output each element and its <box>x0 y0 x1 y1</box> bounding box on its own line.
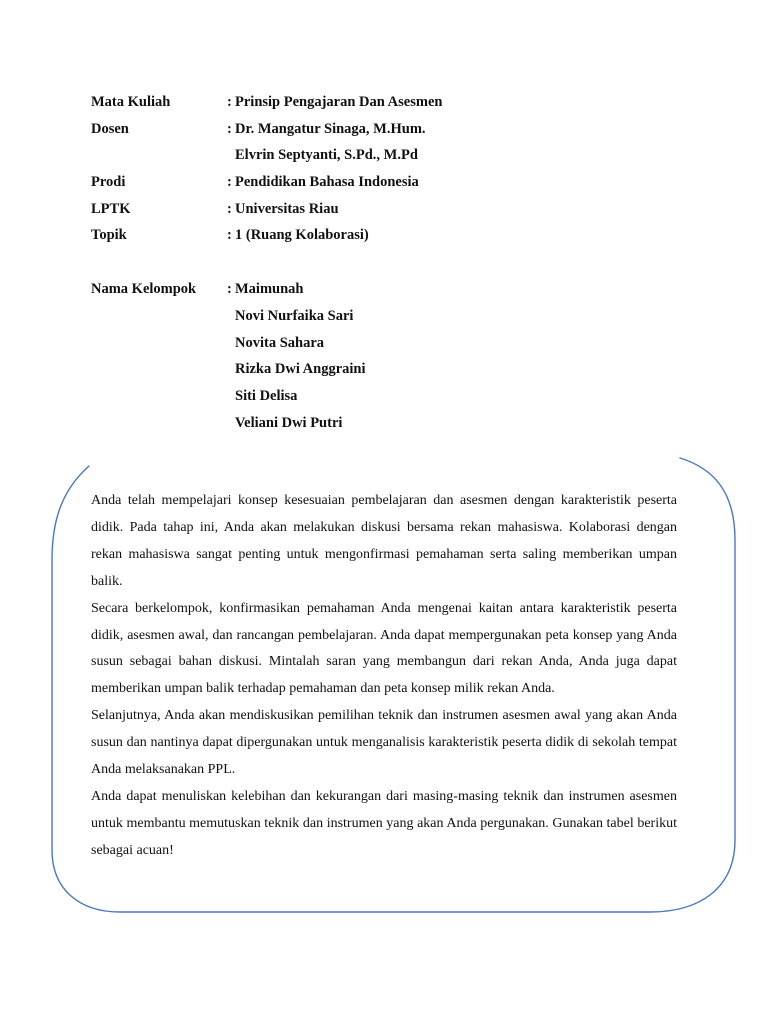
value-dosen-1: Dr. Mangatur Sinaga, M.Hum. <box>235 120 426 137</box>
value-mata-kuliah: Prinsip Pengajaran Dan Asesmen <box>235 94 443 110</box>
label-lptk: LPTK <box>91 200 131 217</box>
paragraph: Secara berkelompok, konfirmasikan pemahaman Anda mengenai kaitan antara karakteristik peserta didik, asesmen awal, dan rancangan pembelajaran. Anda dapat mempergunakan peta konsep yang Anda susun sebagai bahan diskusi. Mintalah saran yang membangun dari rekan Anda, Anda juga dapat memberikan umpan balik terhadap pemahaman dan peta konsep milik rekan Anda. <box>91 600 677 697</box>
row-mata-kuliah <box>91 89 691 116</box>
label-nama-kelompok: Nama Kelompok <box>91 281 197 298</box>
member-name: Siti Delisa <box>235 387 298 404</box>
member-name: Veliani Dwi Putri <box>235 414 343 431</box>
row-lptk <box>91 196 691 223</box>
member-name: Novi Nurfaika Sari <box>235 307 354 324</box>
spacer <box>91 249 691 276</box>
paragraph: Anda telah mempelajari konsep kesesuaian pembelajaran dan asesmen dengan karakteristik peserta didik. Pada tahap ini, Anda akan melakukan diskusi bersama rekan mahasiswa. Kolaborasi dengan rekan mahasiswa sangat penting untuk mengonfirmasi pemahaman serta saling memberikan umpan balik. <box>91 493 677 589</box>
separator: : <box>227 174 232 191</box>
separator: : <box>227 227 232 244</box>
value-topik: 1 (Ruang Kolaborasi) <box>235 227 369 244</box>
row-nama-kelompok <box>91 276 691 303</box>
member-name: Novita Sahara <box>235 334 325 351</box>
row-member <box>91 383 691 410</box>
document-header <box>91 89 691 436</box>
row-member <box>91 303 691 330</box>
member-name: Rizka Dwi Anggraini <box>235 361 366 378</box>
paragraph: Selanjutnya, Anda akan mendiskusikan pemilihan teknik dan instrumen asesmen awal yang akan Anda susun dan nantinya dapat dipergunakan untuk menganalisis karakteristik peserta didik di sekolah tempat Anda melaksanakan PPL. <box>91 708 677 778</box>
separator: : <box>227 200 232 217</box>
row-member <box>91 410 691 437</box>
value-dosen-2: Elvrin Septyanti, S.Pd., M.Pd <box>235 147 418 164</box>
label-topik: Topik <box>91 227 127 244</box>
paragraph: Anda dapat menuliskan kelebihan dan kekurangan dari masing-masing teknik dan instrumen asesmen untuk membantu memutuskan teknik dan instrumen yang akan Anda pergunakan. Gunakan tabel berikut sebagai acuan! <box>91 788 677 858</box>
row-topik <box>91 222 691 249</box>
value-prodi: Pendidikan Bahasa Indonesia <box>235 174 419 191</box>
instruction-text <box>91 488 677 865</box>
member-name: Maimunah <box>235 281 304 298</box>
separator: : <box>227 94 232 110</box>
row-member <box>91 330 691 357</box>
label-mata-kuliah: Mata Kuliah <box>91 94 171 110</box>
label-dosen: Dosen <box>91 120 129 137</box>
separator: : <box>227 120 232 137</box>
value-lptk: Universitas Riau <box>235 200 339 217</box>
separator: : <box>227 281 232 298</box>
row-prodi <box>91 169 691 196</box>
row-dosen <box>91 116 691 143</box>
row-dosen-2 <box>91 142 691 169</box>
row-member <box>91 356 691 383</box>
label-prodi: Prodi <box>91 174 126 191</box>
